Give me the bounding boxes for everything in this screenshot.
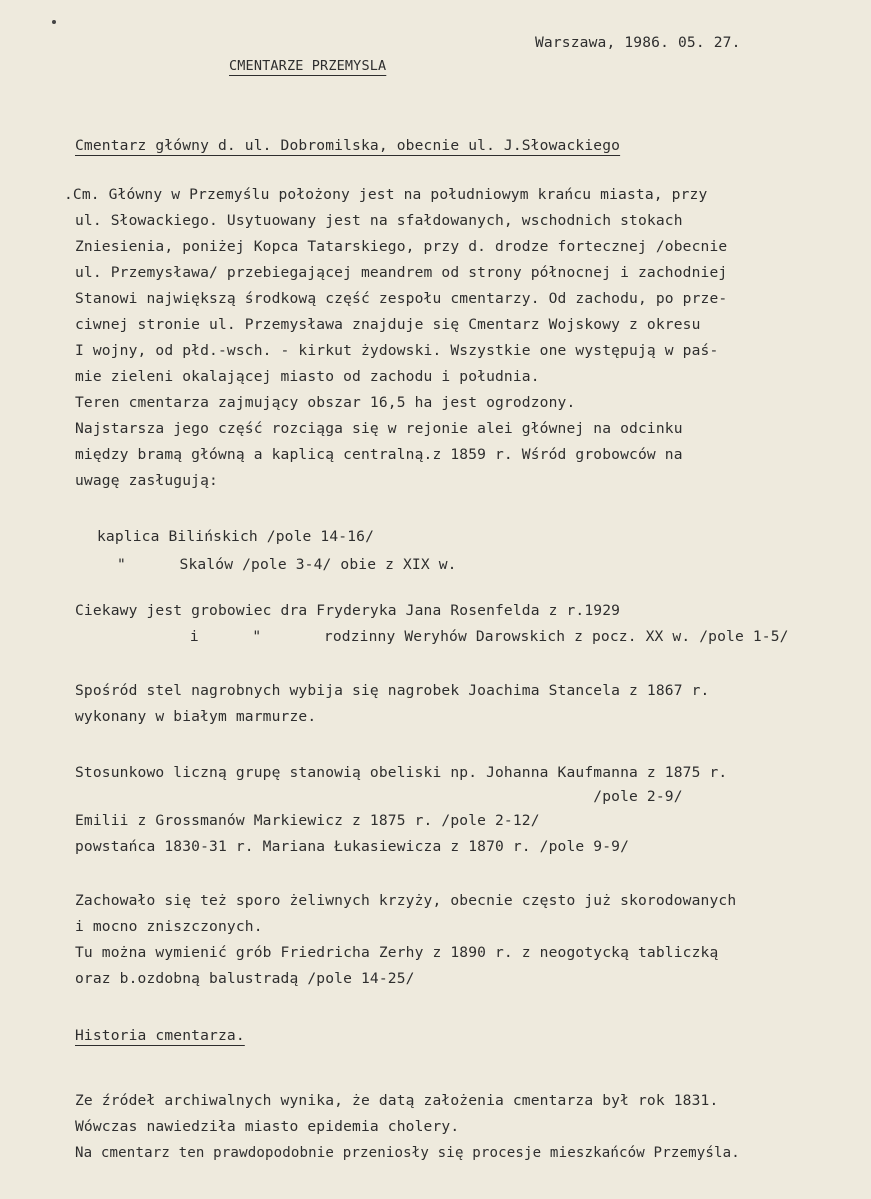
- text-line: ul. Słowackiego. Usytuowany jest na sfałdowanych, wschodnich stokach: [75, 212, 683, 229]
- text-line: Ciekawy jest grobowiec dra Fryderyka Jana Rosenfelda z r.1929: [75, 602, 621, 619]
- list-item: kaplica Bilińskich /pole 14-16/: [97, 528, 375, 545]
- text-line: Ze źródeł archiwalnych wynika, że datą założenia cmentarza był rok 1831.: [75, 1092, 719, 1109]
- text-line: i mocno zniszczonych.: [75, 918, 263, 935]
- text-line: Teren cmentarza zajmujący obszar 16,5 ha jest ogrodzony.: [75, 394, 576, 411]
- text-line: Stosunkowo liczną grupę stanowią obeliski np. Johanna Kaufmanna z 1875 r.: [75, 764, 728, 781]
- text-line: Najstarsza jego część rozciąga się w rejonie alei głównej na odcinku: [75, 420, 683, 437]
- text-line: Tu można wymienić grób Friedricha Zerhy z 1890 r. z neogotycką tabliczką: [75, 944, 719, 961]
- list-item: " Skalów /pole 3-4/ obie z XIX w.: [117, 556, 457, 573]
- text-line: uwagę zasługują:: [75, 472, 218, 489]
- text-line: Emilii z Grossmanów Markiewicz z 1875 r. /pole 2-12/: [75, 812, 540, 829]
- text-line: i " rodzinny Weryhów Darowskich z pocz. XX w. /pole 1-5/: [172, 628, 789, 645]
- text-line: Zachowało się też sporo żeliwnych krzyży, obecnie często już skorodowanych: [75, 892, 737, 909]
- text-line: ciwnej stronie ul. Przemysława znajduje się Cmentarz Wojskowy z okresu: [75, 316, 701, 333]
- text-line: Spośród stel nagrobnych wybija się nagrobek Joachima Stancela z 1867 r.: [75, 682, 710, 699]
- document-title: CMENTARZE PRZEMYSLA: [229, 58, 387, 74]
- text-line: Stanowi największą środkową część zespołu cmentarzy. Od zachodu, po prze-: [75, 290, 728, 307]
- section-subtitle: Cmentarz główny d. ul. Dobromilska, obecnie ul. J.Słowackiego: [75, 137, 621, 154]
- text-line: oraz b.ozdobną balustradą /pole 14-25/: [75, 970, 415, 987]
- text-line: między bramą główną a kaplicą centralną.z 1859 r. Wśród grobowców na: [75, 446, 683, 463]
- document-date: Warszawa, 1986. 05. 27.: [535, 34, 741, 51]
- punch-mark: [52, 20, 56, 24]
- history-heading: Historia cmentarza.: [75, 1027, 245, 1044]
- text-line: ul. Przemysława/ przebiegającej meandrem od strony północnej i zachodniej: [75, 264, 728, 281]
- text-line: mie zieleni okalającej miasto od zachodu i południa.: [75, 368, 540, 385]
- text-line: wykonany w białym marmurze.: [75, 708, 317, 725]
- text-line: Na cmentarz ten prawdopodobnie przeniosły się procesje mieszkańców Przemyśla.: [75, 1145, 740, 1161]
- text-line: .Cm. Główny w Przemyślu położony jest na południowym krańcu miasta, przy: [64, 186, 708, 203]
- text-line: /pole 2-9/: [75, 788, 683, 805]
- text-line: Zniesienia, poniżej Kopca Tatarskiego, przy d. drodze fortecznej /obecnie: [75, 238, 728, 255]
- text-line: Wówczas nawiedziła miasto epidemia cholery.: [75, 1118, 460, 1135]
- text-line: powstańca 1830-31 r. Mariana Łukasiewicza z 1870 r. /pole 9-9/: [75, 838, 630, 855]
- text-line: I wojny, od płd.-wsch. - kirkut żydowski. Wszystkie one występują w paś-: [75, 342, 719, 359]
